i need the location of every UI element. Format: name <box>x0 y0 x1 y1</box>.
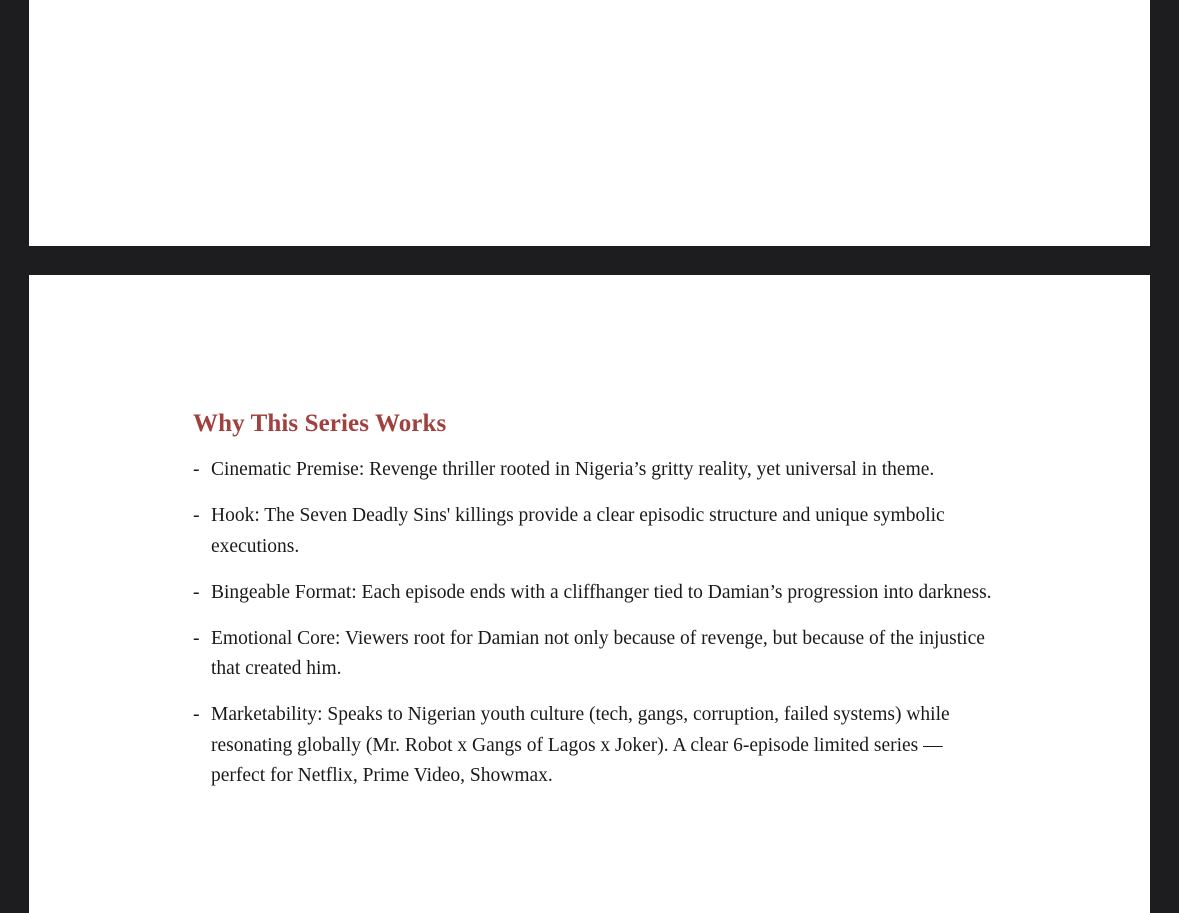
bullet-marker: - <box>193 704 200 725</box>
current-page <box>29 275 1150 913</box>
bullet-text: Bingeable Format: Each episode ends with a cliffhanger tied to Damian’s progression into darkness. <box>211 581 992 603</box>
bullet-list <box>193 455 993 792</box>
bullet-item-marketability <box>193 700 993 792</box>
bullet-marker: - <box>193 581 200 603</box>
bullet-item-emotional-core <box>193 624 993 685</box>
bullet-marker: - <box>193 505 200 526</box>
section-content <box>193 407 993 807</box>
bullet-text: Marketability: Speaks to Nigerian youth culture (tech, gangs, corruption, failed systems) while resonating globally (Mr. Robot x Gangs of Lagos x Joker). A clear 6-episode limited series — perfect for Netflix, Prime Video, Showmax. <box>211 704 950 786</box>
bullet-marker: - <box>193 459 200 480</box>
bullet-item-hook <box>193 501 993 562</box>
bullet-marker: - <box>193 627 200 649</box>
bullet-item-bingeable-format <box>193 578 993 609</box>
section-heading: Why This Series Works <box>193 410 447 437</box>
bullet-item-cinematic-premise <box>193 455 993 486</box>
previous-page <box>29 0 1150 246</box>
bullet-text: Cinematic Premise: Revenge thriller rooted in Nigeria’s gritty reality, yet universal in theme. <box>211 459 935 480</box>
bullet-text: Hook: The Seven Deadly Sins' killings provide a clear episodic structure and unique symbolic executions. <box>211 505 945 557</box>
bullet-text: Emotional Core: Viewers root for Damian not only because of revenge, but because of the injustice that created him. <box>211 627 985 679</box>
